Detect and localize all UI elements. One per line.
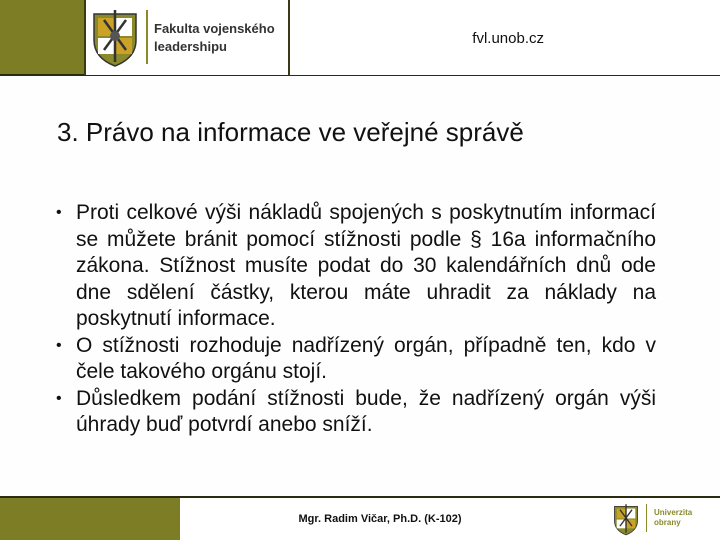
bullet-text: Důsledkem podání stížnosti bude, že nadřízený orgán výši úhrady buď potvrdí anebo sníží. [76, 386, 656, 436]
footer-band [0, 496, 720, 540]
header-band [0, 0, 720, 76]
bullet-text: Proti celkové výši nákladů spojených s poskytnutím informací se můžete bránit pomocí stížnosti podle § 16a informačního zákona. Stížnost musíte podat do 30 kalendářních dnů ode dne sdělení částky, kterou máte uhradit za náklady na poskytnutí informace. [76, 201, 656, 330]
bullet-marker: • [56, 204, 62, 221]
slide-title: 3. Právo na informace ve veřejné správě [57, 117, 524, 147]
url-panel [290, 0, 720, 75]
bullet-marker: • [56, 336, 62, 354]
list-item [56, 200, 656, 333]
bullet-text: O stížnosti rozhoduje nadřízený orgán, případně ten, kdo v čele takového orgánu stojí. [76, 333, 656, 383]
faculty-url: fvl.unob.cz [472, 30, 544, 47]
logo-divider [646, 504, 647, 532]
crest-icon [612, 502, 640, 536]
university-logo [580, 498, 720, 540]
bullet-marker: • [56, 389, 62, 407]
crest-icon [90, 6, 140, 68]
author-panel [180, 498, 580, 540]
logo-divider [146, 10, 148, 64]
list-item [56, 333, 656, 386]
faculty-name: Fakulta vojenského leadershipu [154, 21, 275, 54]
faculty-logo [84, 0, 290, 75]
bullet-list [56, 200, 656, 439]
university-name: Univerzita obrany [654, 508, 693, 527]
list-item [56, 386, 656, 439]
author-name: Mgr. Radim Vičar, Ph.D. (K-102) [298, 513, 462, 525]
